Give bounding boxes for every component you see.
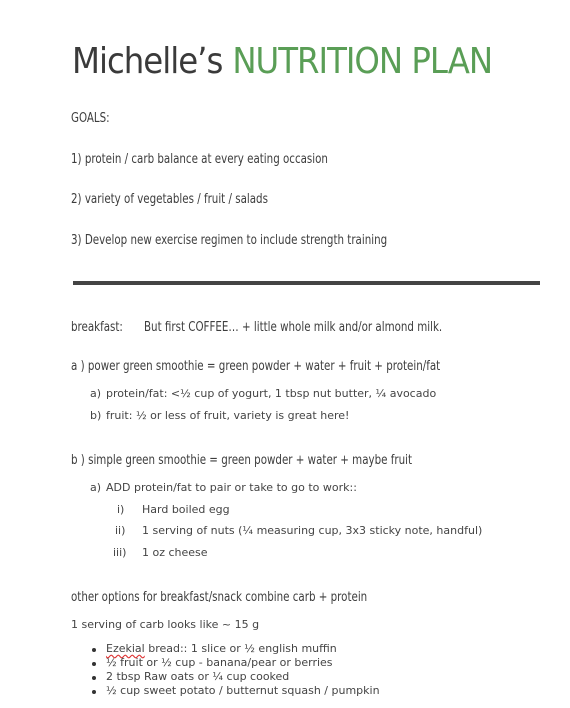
goal-item-3: 3) Develop new exercise regimen to include strength training (71, 233, 388, 248)
option-a-item-2: fruit: ½ or less of fruit, variety is great here! (106, 409, 350, 422)
section-divider (73, 281, 540, 285)
option-a-item-1: protein/fat: <½ cup of yogurt, 1 tbsp nut butter, ¼ avocado (106, 387, 437, 400)
title-plan: NUTRITION PLAN (232, 41, 493, 82)
option-b-item: ADD protein/fat to pair or take to go to work:: (106, 481, 357, 494)
carb-option-2: ½ fruit or ½ cup - banana/pear or berries (106, 656, 333, 669)
other-heading: other options for breakfast/snack combine carb + protein (71, 590, 368, 605)
bullet-dot (92, 662, 96, 666)
subitem-marker-3: iii) (113, 546, 127, 559)
page-title (72, 40, 492, 84)
breakfast-label: breakfast: (71, 320, 123, 335)
carb-serving-text: 1 serving of carb looks like ~ 15 g (71, 618, 260, 631)
subitem-3: 1 oz cheese (142, 546, 208, 559)
spellcheck-word: Ezekial (106, 642, 145, 655)
carb-option-1: Ezekial bread:: 1 slice or ½ english muffin (106, 642, 337, 655)
title-name: Michelle’s (72, 41, 223, 82)
subitem-marker-1: i) (117, 503, 125, 516)
option-a-marker-2: b) (90, 409, 102, 422)
goal-item-1: 1) protein / carb balance at every eating occasion (71, 152, 328, 167)
carb-option-4: ½ cup sweet potato / butternut squash / pumpkin (106, 684, 380, 697)
option-a-heading: a ) power green smoothie = green powder + water + fruit + protein/fat (71, 359, 441, 374)
subitem-1: Hard boiled egg (142, 503, 230, 516)
carb-option-3: 2 tbsp Raw oats or ¼ cup cooked (106, 670, 290, 683)
subitem-2: 1 serving of nuts (¼ measuring cup, 3x3 sticky note, handful) (142, 524, 483, 537)
bullet-dot (92, 676, 96, 680)
breakfast-text: But first COFFEE… + little whole milk and/or almond milk. (144, 320, 443, 335)
option-b-heading: b ) simple green smoothie = green powder + water + maybe fruit (71, 453, 412, 468)
bullet-dot (92, 690, 96, 694)
option-a-marker-1: a) (90, 387, 102, 400)
option-b-marker: a) (90, 481, 102, 494)
bullet-dot (92, 648, 96, 652)
subitem-marker-2: ii) (115, 524, 126, 537)
goal-item-2: 2) variety of vegetables / fruit / salads (71, 192, 268, 207)
goals-heading: GOALS: (71, 111, 110, 126)
